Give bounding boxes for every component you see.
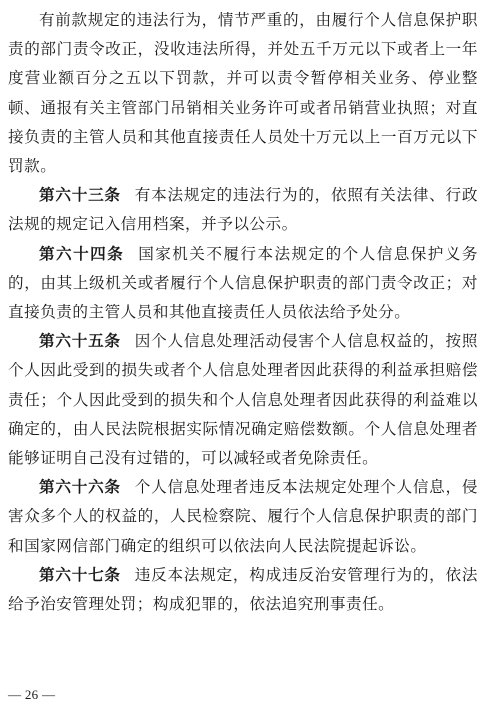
article-64 bbox=[8, 240, 478, 328]
article-text: 因个人信息处理活动侵害个人信息权益的，按照个人因此受到的损失或者个人信息处理者因此获得的利益承担赔偿责任；个人因此受到的损失和个人信息处理者因此获得的利益难以确定的，由人民法院根据实际情况确定赔偿数额。个人信息处理者能够证明自己没有过错的，可以减轻或者免除责任。 bbox=[8, 332, 478, 468]
article-number: 第六十六条 bbox=[39, 478, 121, 497]
article-67 bbox=[8, 561, 478, 619]
article-number: 第六十三条 bbox=[39, 186, 121, 205]
paragraph-text: 有前款规定的违法行为，情节严重的，由履行个人信息保护职责的部门责令改正，没收违法所得，并处五千万元以下或者上一年度营业额百分之五以下罚款，并可以责令暂停相关业务、停业整顿、通报有关主管部门吊销相关业务许可或者吊销营业执照；对直接负责的主管人员和其他直接责任人员处十万元以上一百万元以下罚款。 bbox=[8, 11, 478, 176]
article-number: 第六十五条 bbox=[39, 332, 121, 351]
article-number: 第六十四条 bbox=[39, 244, 125, 263]
article-66 bbox=[8, 473, 478, 561]
article-63 bbox=[8, 181, 478, 239]
article-text: 有本法规定的违法行为的，依照有关法律、行政法规的规定记入信用档案，并予以公示。 bbox=[8, 186, 478, 234]
article-text: 个人信息处理者违反本法规定处理个人信息，侵害众多个人的权益的，人民检察院、履行个人信息保护职责的部门和国家网信部门确定的组织可以依法向人民法院提起诉讼。 bbox=[8, 478, 478, 555]
law-text-body bbox=[8, 6, 478, 619]
paragraph-penalty-continued bbox=[8, 6, 478, 181]
article-text: 违反本法规定，构成违反治安管理行为的，依法给予治安管理处罚；构成犯罪的，依法追究刑事责任。 bbox=[8, 565, 478, 614]
page-number: — 26 — bbox=[8, 687, 56, 702]
article-number: 第六十七条 bbox=[39, 565, 121, 584]
article-text: 国家机关不履行本法规定的个人信息保护义务的，由其上级机关或者履行个人信息保护职责的部门责令改正；对直接负责的主管人员和其他直接责任人员依法给予处分。 bbox=[8, 244, 478, 322]
article-65 bbox=[8, 327, 478, 473]
